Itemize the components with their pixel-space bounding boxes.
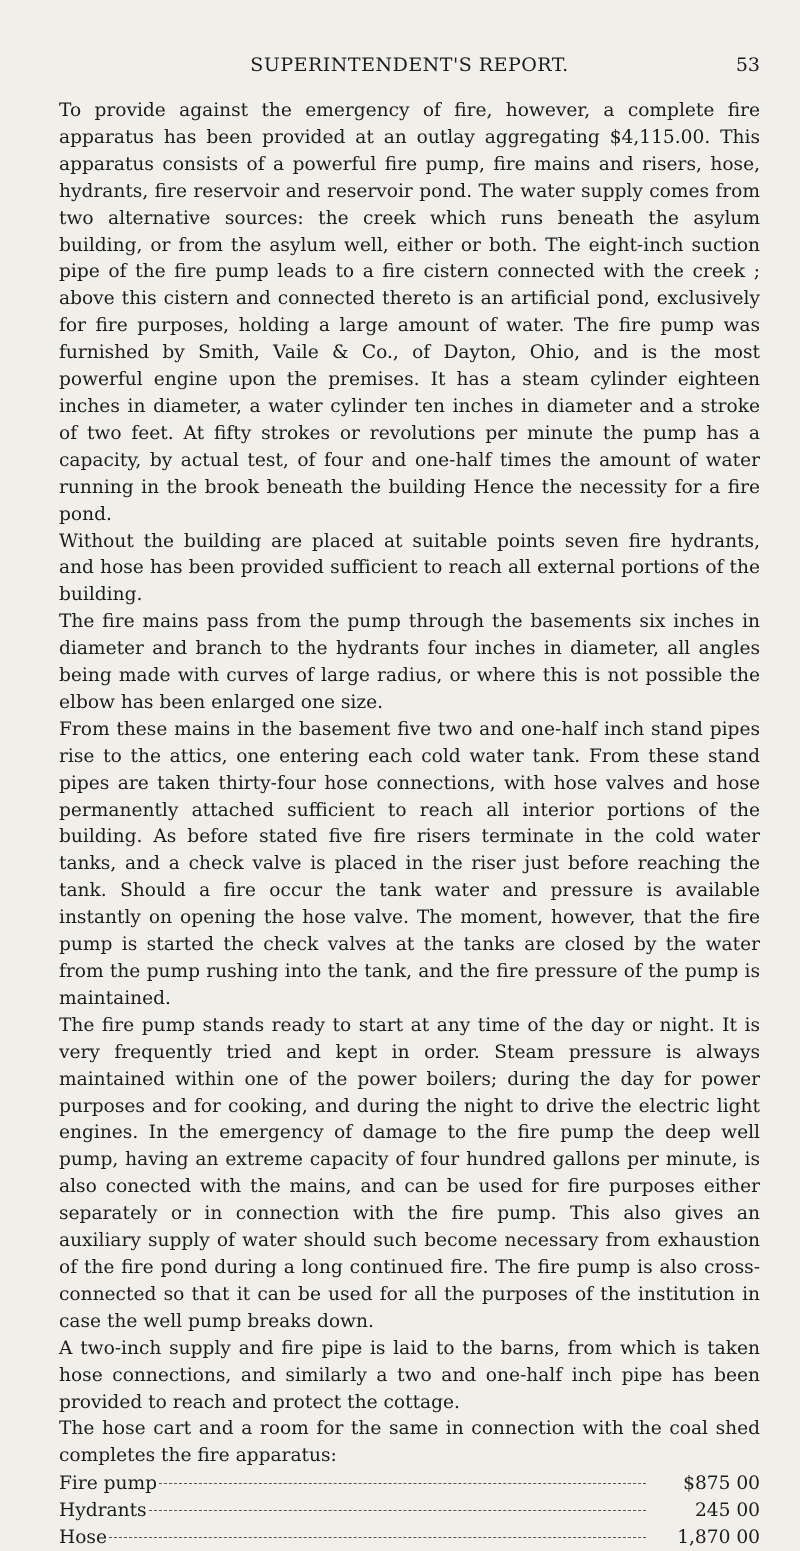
page-header [59, 54, 760, 90]
ledger-row [59, 1470, 760, 1497]
ledger-amount: 245 00 [694, 1500, 760, 1522]
page-number: 53 [735, 54, 760, 76]
paragraph: From these mains in the basement five two and one-half inch stand pipes rise to the attics, one entering each cold water tank. From these stand pipes are taken thirty-four hose connections, with hose valves and hose permanently attached sufficient to reach all interior portions of the building. As before stated five fire risers terminate in the cold water tanks, and a check valve is placed in the riser just before reaching the tank. Should a fire occur the tank water and pressure is available instantly on opening the hose valve. The moment, however, that the fire pump is started the check valves at the tanks are closed by the water from the pump rushing into the tank, and the fire pressure of the pump is maintained. [59, 718, 760, 1009]
ledger-amount: 1,870 00 [677, 1527, 760, 1549]
cost-ledger [59, 1470, 760, 1551]
ledger-item: Hose [59, 1527, 107, 1549]
running-head: SUPERINTENDENT'S REPORT. [250, 54, 569, 76]
paragraph: To provide against the emergency of fire, however, a complete fire apparatus has been provided at an outlay aggregating $4,115.00. This apparatus consists of a powerful fire pump, fire mains and risers, hose, hydrants, fire reservoir and reservoir pond. The water supply comes from two alternative sources: the creek which runs beneath the asylum building, or from the asylum well, either or both. The eight-inch suction pipe of the fire pump leads to a fire cistern connected with the creek ; above this cistern and connected thereto is an artificial pond, exclusively for fire purposes, holding a large amount of water. The fire pump was furnished by Smith, Vaile & Co., of Dayton, Ohio, and is the most powerful engine upon the premises. It has a steam cylinder eighteen inches in diameter, a water cylinder ten inches in diameter and a stroke of two feet. At fifty strokes or revolutions per minute the pump has a capacity, by actual test, of four and one-half times the amount of water running in the brook beneath the building Hence the necessity for a fire pond. [59, 100, 760, 525]
dot-leader [109, 1537, 646, 1538]
paragraph: Without the building are placed at suitable points seven fire hydrants, and hose has been provided sufficient to reach all external portions of the building. [59, 530, 760, 606]
paragraph: The hose cart and a room for the same in connection with the coal shed completes the fire apparatus: [59, 1418, 760, 1467]
paragraph: A two-inch supply and fire pipe is laid to the barns, from which is taken hose connections, and similarly a two and one-half inch pipe has been provided to reach and protect the cottage. [59, 1337, 760, 1413]
ledger-amount: $875 00 [683, 1473, 760, 1495]
ledger-row [59, 1497, 760, 1524]
ledger-row [59, 1524, 760, 1551]
document-page [0, 54, 800, 1549]
paragraph: The fire mains pass from the pump through the basements six inches in diameter and branch to the hydrants four inches in diameter, all angles being made with curves of large radius, or where this is not possible the elbow has been enlarged one size. [59, 611, 760, 713]
report-body [59, 98, 760, 1551]
ledger-item: Hydrants [59, 1500, 147, 1522]
ledger-item: Fire pump [59, 1473, 158, 1495]
dot-leader [159, 1483, 646, 1484]
dot-leader [149, 1510, 646, 1511]
paragraph: The fire pump stands ready to start at any time of the day or night. It is very frequently tried and kept in order. Steam pressure is always maintained within one of the power boilers; during the day for power purposes and for cooking, and during the night to drive the electric light engines. In the emergency of damage to the fire pump the deep well pump, having an extreme capacity of four hundred gallons per minute, is also conected with the mains, and can be used for fire purposes either separately or in connection with the fire pump. This also gives an auxiliary supply of water should such become necessary from exhaustion of the fire pond during a long continued fire. The fire pump is also cross-connected so that it can be used for all the purposes of the institution in case the well pump breaks down. [59, 1014, 760, 1332]
